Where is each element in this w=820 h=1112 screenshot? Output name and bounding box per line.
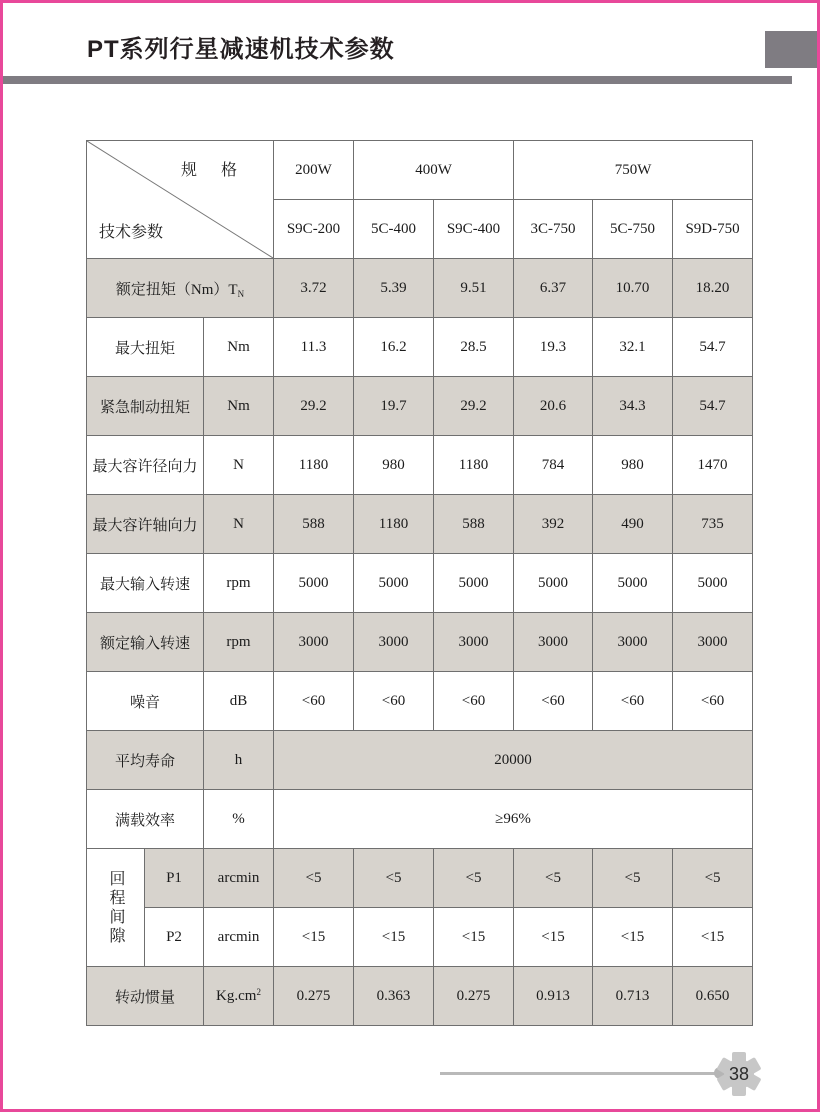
power-cell-400w: 400W <box>354 141 514 200</box>
value-cell: <5 <box>673 849 753 908</box>
value-cell: 588 <box>274 495 354 554</box>
value-cell: <5 <box>593 849 673 908</box>
value-cell: 0.913 <box>514 967 593 1026</box>
value-cell: 0.275 <box>434 967 514 1026</box>
unit-cell: arcmin <box>204 849 274 908</box>
value-cell: 5000 <box>593 554 673 613</box>
row-max-speed <box>87 554 753 613</box>
value-cell: 3000 <box>354 613 434 672</box>
spec-table-wrap <box>86 140 753 1026</box>
row-axial-force <box>87 495 753 554</box>
value-cell: 0.713 <box>593 967 673 1026</box>
value-cell: 32.1 <box>593 318 673 377</box>
value-cell: <60 <box>274 672 354 731</box>
label-cell: 噪音 <box>87 672 204 731</box>
model-cell-4: 3C-750 <box>514 200 593 259</box>
row-brake-torque <box>87 377 753 436</box>
value-cell: <5 <box>274 849 354 908</box>
value-cell: 10.70 <box>593 259 673 318</box>
value-cell: 3.72 <box>274 259 354 318</box>
merged-value-cell: ≥96% <box>274 790 753 849</box>
value-cell: 1180 <box>274 436 354 495</box>
value-cell: <60 <box>434 672 514 731</box>
value-cell: 54.7 <box>673 318 753 377</box>
label-cell: 紧急制动扭矩 <box>87 377 204 436</box>
spec-table <box>86 140 753 1026</box>
unit-cell: dB <box>204 672 274 731</box>
row-rated-torque <box>87 259 753 318</box>
value-cell: 19.7 <box>354 377 434 436</box>
header-row-power <box>87 141 753 200</box>
label-cell: P2 <box>145 908 204 967</box>
label-cell: 最大容许径向力 <box>87 436 204 495</box>
row-backlash-p1 <box>87 849 753 908</box>
row-max-torque <box>87 318 753 377</box>
unit-cell: rpm <box>204 554 274 613</box>
value-cell: 1180 <box>434 436 514 495</box>
model-cell-3: S9C-400 <box>434 200 514 259</box>
value-cell: 0.650 <box>673 967 753 1026</box>
value-cell: 3000 <box>274 613 354 672</box>
value-cell: 20.6 <box>514 377 593 436</box>
power-cell-750w: 750W <box>514 141 753 200</box>
value-cell: 5.39 <box>354 259 434 318</box>
value-cell: <60 <box>354 672 434 731</box>
label-cell: 转动惯量 <box>87 967 204 1026</box>
value-cell: 0.275 <box>274 967 354 1026</box>
value-cell: 1180 <box>354 495 434 554</box>
unit-cell: Nm <box>204 318 274 377</box>
model-cell-6: S9D-750 <box>673 200 753 259</box>
unit-cell: arcmin <box>204 908 274 967</box>
unit-cell: N <box>204 436 274 495</box>
label-cell: 最大容许轴向力 <box>87 495 204 554</box>
value-cell: 29.2 <box>274 377 354 436</box>
value-cell: 5000 <box>274 554 354 613</box>
value-cell: 735 <box>673 495 753 554</box>
inertia-unit-sup: 2 <box>256 987 261 997</box>
row-radial-force <box>87 436 753 495</box>
unit-cell: Nm <box>204 377 274 436</box>
inertia-unit-base: Kg.cm <box>216 988 257 1004</box>
value-cell: 5000 <box>354 554 434 613</box>
backlash-group-label-cell <box>87 849 145 967</box>
value-cell: <60 <box>514 672 593 731</box>
value-cell: <15 <box>593 908 673 967</box>
row-inertia <box>87 967 753 1026</box>
unit-cell: h <box>204 731 274 790</box>
header-accent-rect <box>765 31 817 68</box>
header-rule <box>3 76 792 84</box>
value-cell: 0.363 <box>354 967 434 1026</box>
value-cell: 18.20 <box>673 259 753 318</box>
value-cell: 11.3 <box>274 318 354 377</box>
value-cell: 54.7 <box>673 377 753 436</box>
row-backlash-p2 <box>87 908 753 967</box>
page-number-badge <box>715 1050 763 1098</box>
label-cell: 满载效率 <box>87 790 204 849</box>
value-cell: 392 <box>514 495 593 554</box>
value-cell: 28.5 <box>434 318 514 377</box>
rated-torque-label: 额定扭矩（Nm）T <box>115 281 238 298</box>
model-cell-1: S9C-200 <box>274 200 354 259</box>
corner-cell <box>87 141 274 259</box>
label-cell: 最大扭矩 <box>87 318 204 377</box>
unit-cell: N <box>204 495 274 554</box>
model-cell-5: 5C-750 <box>593 200 673 259</box>
row-efficiency <box>87 790 753 849</box>
label-cell: P1 <box>145 849 204 908</box>
row-rated-speed <box>87 613 753 672</box>
unit-cell: % <box>204 790 274 849</box>
value-cell: 3000 <box>593 613 673 672</box>
corner-spec-label: 规 格 <box>181 162 248 179</box>
value-cell: 490 <box>593 495 673 554</box>
page-title: PT系列行星减速机技术参数 <box>87 36 395 63</box>
value-cell: 29.2 <box>434 377 514 436</box>
label-cell: 额定输入转速 <box>87 613 204 672</box>
value-cell: <15 <box>673 908 753 967</box>
label-cell: 平均寿命 <box>87 731 204 790</box>
row-life <box>87 731 753 790</box>
value-cell: 5000 <box>514 554 593 613</box>
rated-torque-label-sub: N <box>237 288 245 299</box>
value-cell: 1470 <box>673 436 753 495</box>
value-cell: 3000 <box>434 613 514 672</box>
rated-torque-label-cell <box>87 259 274 318</box>
value-cell: 19.3 <box>514 318 593 377</box>
value-cell: <5 <box>434 849 514 908</box>
backlash-group-label: 回程间隙 <box>107 869 124 946</box>
value-cell: 3000 <box>673 613 753 672</box>
unit-cell: rpm <box>204 613 274 672</box>
value-cell: 980 <box>593 436 673 495</box>
unit-cell <box>204 967 274 1026</box>
value-cell: 34.3 <box>593 377 673 436</box>
power-cell-200w: 200W <box>274 141 354 200</box>
value-cell: <60 <box>593 672 673 731</box>
value-cell: <60 <box>673 672 753 731</box>
value-cell: 9.51 <box>434 259 514 318</box>
value-cell: <15 <box>514 908 593 967</box>
value-cell: 16.2 <box>354 318 434 377</box>
value-cell: <5 <box>354 849 434 908</box>
label-cell: 最大输入转速 <box>87 554 204 613</box>
value-cell: <15 <box>274 908 354 967</box>
value-cell: <15 <box>434 908 514 967</box>
value-cell: 588 <box>434 495 514 554</box>
value-cell: 5000 <box>434 554 514 613</box>
value-cell: <5 <box>514 849 593 908</box>
model-cell-2: 5C-400 <box>354 200 434 259</box>
value-cell: 980 <box>354 436 434 495</box>
value-cell: 6.37 <box>514 259 593 318</box>
value-cell: 3000 <box>514 613 593 672</box>
value-cell: 784 <box>514 436 593 495</box>
row-noise <box>87 672 753 731</box>
page-number: 38 <box>728 1063 750 1084</box>
value-cell: <15 <box>354 908 434 967</box>
footer-rule <box>440 1072 722 1075</box>
merged-value-cell: 20000 <box>274 731 753 790</box>
value-cell: 5000 <box>673 554 753 613</box>
corner-param-label: 技术参数 <box>99 224 164 241</box>
